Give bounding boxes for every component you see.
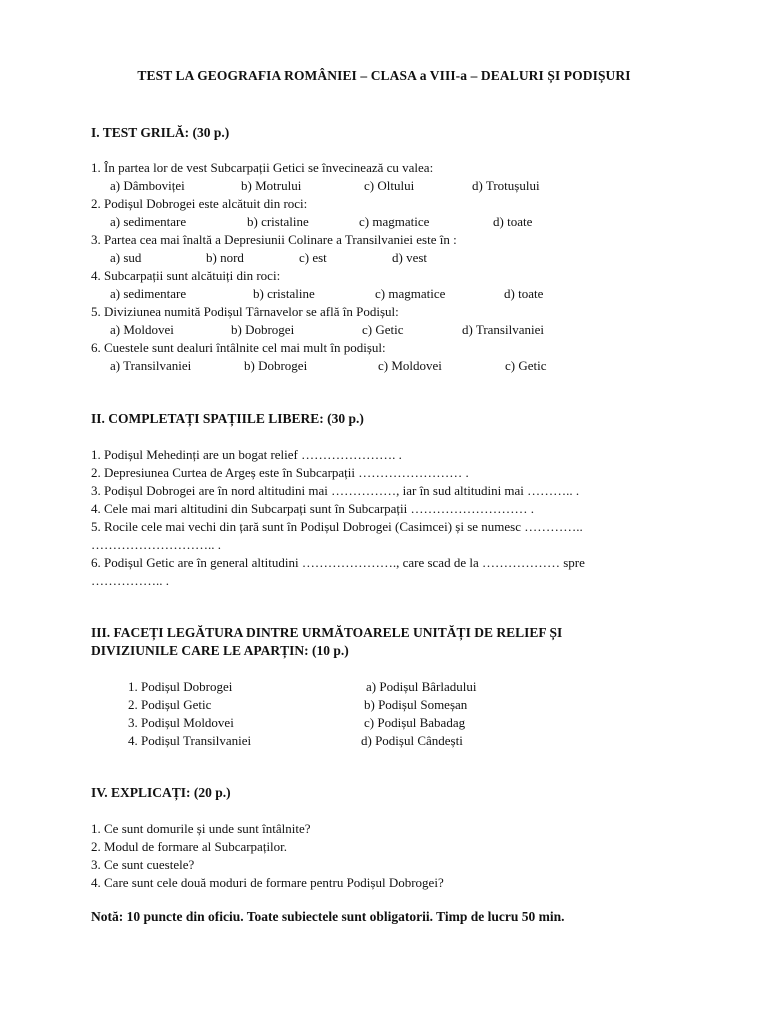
match-row (0, 678, 768, 696)
option: d) Trotușului (472, 178, 540, 193)
fill-item-2: 2. Depresiunea Curtea de Argeș este în Subcarpații …………………… . (91, 465, 469, 480)
option: b) nord (206, 250, 244, 265)
option: c) Getic (505, 358, 547, 373)
fill-item-1: 1. Podișul Mehedinți are un bogat relief …………………. . (91, 447, 402, 462)
fill-item-5-continued: ……………………….. . (91, 537, 221, 552)
question-1-options (110, 177, 670, 195)
option: b) cristaline (247, 214, 309, 229)
document-title: TEST LA GEOGRAFIA ROMÂNIEI – CLASA a VIII-a – DEALURI ȘI PODIȘURI (137, 68, 631, 83)
division: d) Podișul Cândești (361, 733, 463, 748)
match-row (0, 696, 768, 714)
question-2-options (110, 213, 670, 231)
fill-item-4: 4. Cele mai mari altitudini din Subcarpați sunt în Subcarpații ……………………… . (91, 501, 535, 516)
fill-item-5: 5. Rocile cele mai vechi din țară sunt în Podișul Dobrogei (Casimcei) și se numesc ………….. (91, 519, 583, 534)
explain-item-4: 4. Care sunt cele două moduri de formare pentru Podișul Dobrogei? (91, 875, 444, 890)
division: a) Podișul Bârladului (366, 679, 477, 694)
relief-unit: 3. Podișul Moldovei (128, 715, 234, 730)
option: c) Getic (362, 322, 404, 337)
question-4: 4. Subcarpații sunt alcătuiți din roci: (91, 268, 281, 283)
relief-unit: 2. Podișul Getic (128, 697, 212, 712)
section-3-heading-line-1: III. FACEȚI LEGĂTURA DINTRE URMĂTOARELE UNITĂȚI DE RELIEF ȘI (91, 625, 563, 640)
fill-item-6: 6. Podișul Getic are în general altitudini …………………., care scad de la ……………… spre (91, 555, 585, 570)
option: a) Transilvaniei (110, 358, 192, 373)
question-4-options (110, 285, 670, 303)
option: b) Motrului (241, 178, 302, 193)
option: c) Oltului (364, 178, 415, 193)
option: d) vest (392, 250, 428, 265)
question-3-options (110, 249, 670, 267)
option: a) sedimentare (110, 286, 187, 301)
question-6-options (110, 357, 670, 375)
option: a) sedimentare (110, 214, 187, 229)
question-6: 6. Cuestele sunt dealuri întâlnite cel mai mult în podișul: (91, 340, 386, 355)
option: c) est (299, 250, 327, 265)
question-1: 1. În partea lor de vest Subcarpații Getici se învecinează cu valea: (91, 160, 434, 175)
match-row (0, 714, 768, 732)
section-2-heading: II. COMPLETAȚI SPAȚIILE LIBERE: (30 p.) (91, 411, 364, 426)
division: b) Podișul Someșan (364, 697, 468, 712)
option: c) magmatice (359, 214, 430, 229)
option: a) sud (110, 250, 142, 265)
relief-unit: 1. Podișul Dobrogei (128, 679, 233, 694)
question-2: 2. Podișul Dobrogei este alcătuit din roci: (91, 196, 308, 211)
option: c) magmatice (375, 286, 446, 301)
option: a) Dâmboviței (110, 178, 185, 193)
option: d) toate (493, 214, 533, 229)
explain-item-1: 1. Ce sunt domurile și unde sunt întâlnite? (91, 821, 311, 836)
explain-item-2: 2. Modul de formare al Subcarpaților. (91, 839, 288, 854)
division: c) Podișul Babadag (364, 715, 466, 730)
question-5: 5. Diviziunea numită Podișul Târnavelor se află în Podișul: (91, 304, 399, 319)
section-4-heading: IV. EXPLICAȚI: (20 p.) (91, 785, 231, 800)
section-1-heading: I. TEST GRILĂ: (30 p.) (91, 125, 230, 140)
option: b) Dobrogei (244, 358, 308, 373)
option: d) Transilvaniei (462, 322, 544, 337)
option: a) Moldovei (110, 322, 174, 337)
option: d) toate (504, 286, 544, 301)
question-5-options (110, 321, 670, 339)
question-3: 3. Partea cea mai înaltă a Depresiunii Colinare a Transilvaniei este în : (91, 232, 457, 247)
fill-item-6-continued: …………….. . (91, 573, 169, 588)
fill-item-3: 3. Podișul Dobrogei are în nord altitudini mai ……………, iar în sud altitudini mai ……….. . (91, 483, 580, 498)
option: c) Moldovei (378, 358, 442, 373)
option: b) cristaline (253, 286, 315, 301)
footer-note: Notă: 10 puncte din oficiu. Toate subiectele sunt obligatorii. Timp de lucru 50 min. (91, 909, 565, 924)
option: b) Dobrogei (231, 322, 295, 337)
explain-item-3: 3. Ce sunt cuestele? (91, 857, 195, 872)
relief-unit: 4. Podișul Transilvaniei (128, 733, 252, 748)
section-3-heading-line-2: DIVIZIUNILE CARE LE APARȚIN: (10 p.) (91, 643, 349, 658)
match-row (0, 732, 768, 750)
